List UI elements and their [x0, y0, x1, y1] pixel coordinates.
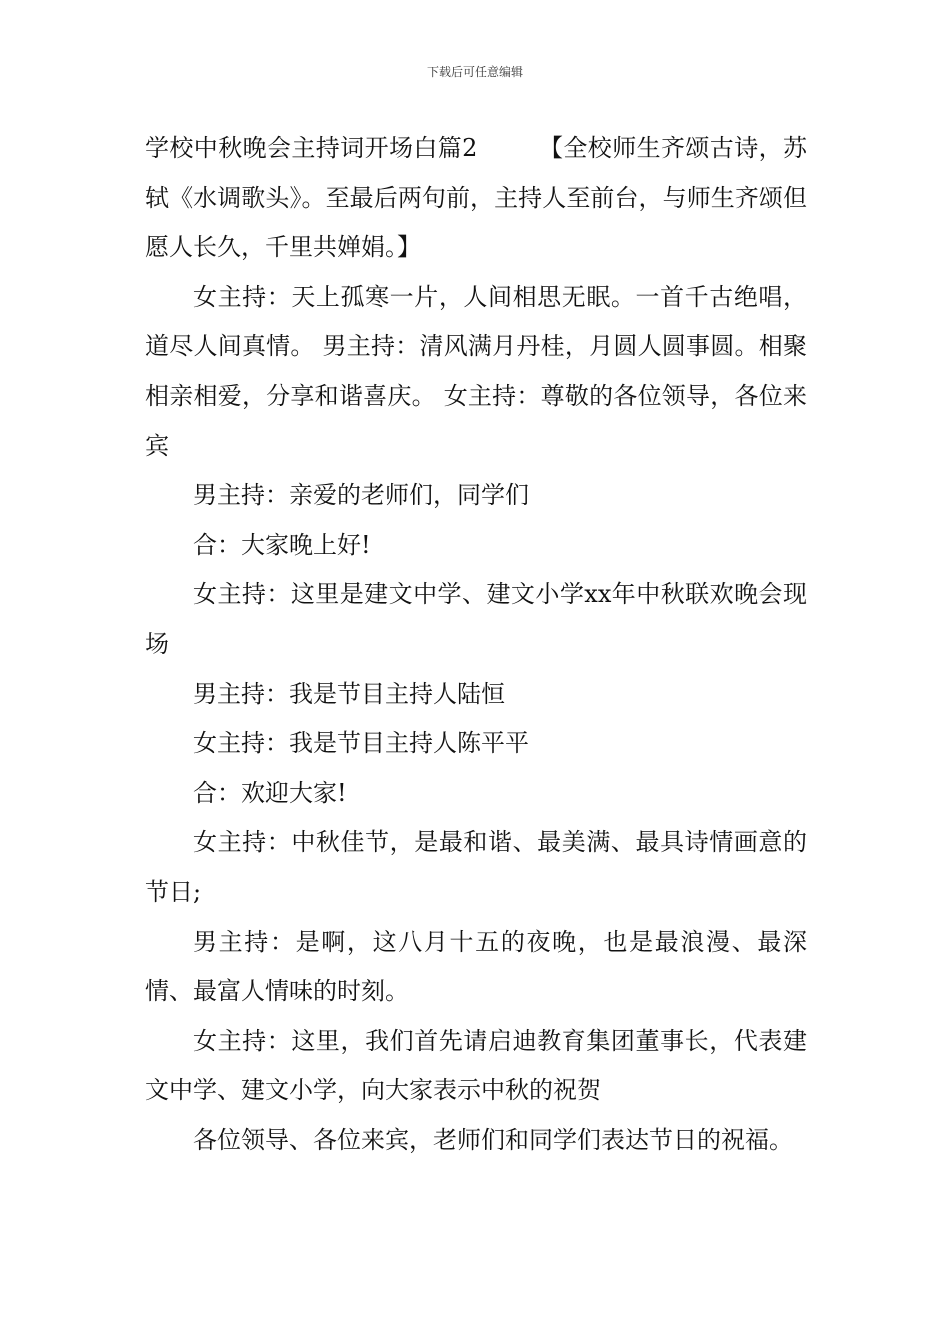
paragraph: 合：大家晚上好!	[193, 530, 371, 559]
paragraph: 男主持：我是节目主持人陆恒	[193, 679, 505, 708]
paragraph: 女主持：我是节目主持人陈平平	[193, 729, 529, 758]
document-body	[145, 124, 807, 1165]
paragraph: 女主持：这里是建文中学、建文小学xx年中秋联欢晚会现场	[145, 580, 807, 658]
paragraph: 各位领导、各位来宾，老师们和同学们表达节日的祝福。	[193, 1125, 793, 1154]
page-header: 下载后可任意编辑	[426, 65, 523, 79]
paragraph: 男主持：是啊，这八月十五的夜晚，也是最浪漫、最深情、最富人情味的时刻。	[145, 927, 807, 1006]
paragraph: 男主持：亲爱的老师们，同学们	[193, 481, 529, 510]
paragraph: 女主持：天上孤寒一片，人间相思无眠。一首千古绝唱，道尽人间真情。 男主持：清风满月丹桂，月圆人圆事圆。相聚相亲相爱，分享和谐喜庆。 女主持：尊敬的各位领导，各位来宾	[145, 282, 807, 460]
paragraph: 女主持：这里，我们首先请启迪教育集团董事长，代表建文中学、建文小学，向大家表示中秋的祝贺	[145, 1026, 807, 1105]
paragraph-title-intro: 学校中秋晚会主持词开场白篇2 【全校师生齐颂古诗，苏轼《水调歌头》。至最后两句前，主持人至前台，与师生齐颂但愿人长久，千里共婵娟。】	[145, 134, 807, 262]
paragraph: 女主持：中秋佳节，是最和谐、最美满、最具诗情画意的节日;	[145, 828, 807, 906]
paragraph: 合：欢迎大家!	[193, 778, 347, 807]
